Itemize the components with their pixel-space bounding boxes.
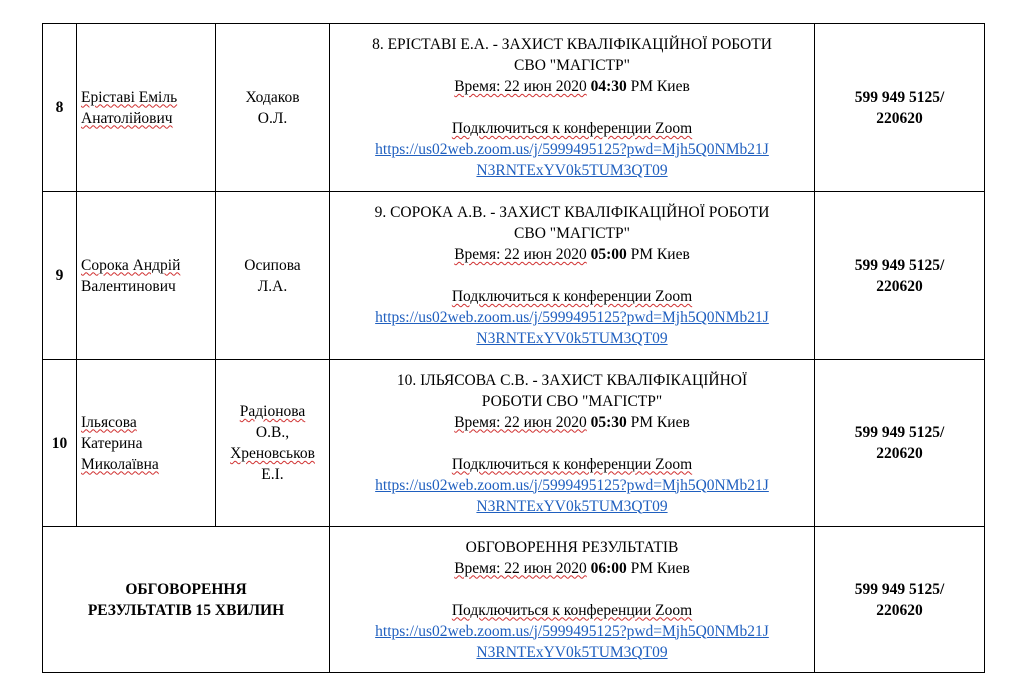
meeting-info — [330, 527, 815, 673]
table-row — [43, 360, 985, 527]
supervisor-name: Ходаков О.Л. — [216, 24, 330, 192]
conference-code: 599 949 5125/ 220620 — [815, 24, 985, 192]
table-row — [43, 192, 985, 360]
student-name: Сорока Андрій Валентинович — [77, 192, 216, 360]
meeting-info — [330, 24, 815, 192]
meeting-time: Время: 22 июн 2020 04:30 PM Киев — [454, 78, 690, 95]
schedule-table — [42, 23, 985, 673]
zoom-link[interactable]: https://us02web.zoom.us/j/5999495125?pwd=Mjh5Q0NMb21J N3RNTExYV0k5TUM3QT09 — [375, 622, 769, 661]
meeting-time: Время: 22 июн 2020 06:00 PM Киев — [454, 559, 690, 577]
conference-code: 599 949 5125/ 220620 — [815, 527, 985, 673]
conference-code: 599 949 5125/ 220620 — [815, 192, 985, 360]
meeting-info — [330, 360, 815, 527]
row-number: 8 — [43, 24, 77, 192]
connect-text: Подключиться к конференции Zoom — [451, 601, 693, 619]
row-number: 10 — [43, 360, 77, 527]
meeting-title: 10. ІЛЬЯСОВА С.В. - ЗАХИСТ КВАЛІФІКАЦІЙНОЇ — [396, 371, 748, 389]
row-number: 9 — [43, 192, 77, 360]
summary-label: ОБГОВОРЕННЯ РЕЗУЛЬТАТІВ 15 ХВИЛИН — [43, 527, 330, 673]
student-name: Ільясова Катерина Миколаївна — [77, 360, 216, 527]
supervisor-name: Осипова Л.А. — [216, 192, 330, 360]
meeting-info — [330, 192, 815, 360]
zoom-link[interactable]: https://us02web.zoom.us/j/5999495125?pwd=Mjh5Q0NMb21J N3RNTExYV0k5TUM3QT09 — [375, 476, 769, 515]
meeting-title: РОБОТИ СВО "МАГІСТР" — [481, 392, 663, 410]
supervisor-name: Радіонова О.В., Хреновськов Е.І. — [216, 360, 330, 527]
table-row — [43, 24, 985, 192]
meeting-time: Время: 22 июн 2020 05:30 PM Киев — [454, 413, 690, 431]
meeting-time: Время: 22 июн 2020 05:00 PM Киев — [454, 246, 690, 263]
zoom-link[interactable]: https://us02web.zoom.us/j/5999495125?pwd=Mjh5Q0NMb21J N3RNTExYV0k5TUM3QT09 — [375, 309, 769, 347]
meeting-title: 9. СОРОКА А.В. - ЗАХИСТ КВАЛІФІКАЦІЙНОЇ РОБОТИ — [374, 204, 770, 221]
student-name: Еріставі Еміль Анатолійович — [77, 24, 216, 192]
meeting-title: СВО "МАГІСТР" — [514, 57, 630, 74]
meeting-title: ОБГОВОРЕННЯ РЕЗУЛЬТАТІВ — [465, 538, 679, 556]
zoom-link[interactable]: https://us02web.zoom.us/j/5999495125?pwd=Mjh5Q0NMb21J N3RNTExYV0k5TUM3QT09 — [375, 141, 769, 179]
connect-text: Подключиться к конференции Zoom — [451, 120, 693, 137]
summary-row — [43, 527, 985, 673]
meeting-title: СВО "МАГІСТР" — [514, 225, 630, 242]
meeting-title: 8. ЕРІСТАВІ Е.А. - ЗАХИСТ КВАЛІФІКАЦІЙНОЇ РОБОТИ — [372, 36, 772, 53]
connect-text: Подключиться к конференции Zoom — [451, 288, 693, 305]
connect-text: Подключиться к конференции Zoom — [451, 455, 693, 473]
conference-code: 599 949 5125/ 220620 — [815, 360, 985, 527]
